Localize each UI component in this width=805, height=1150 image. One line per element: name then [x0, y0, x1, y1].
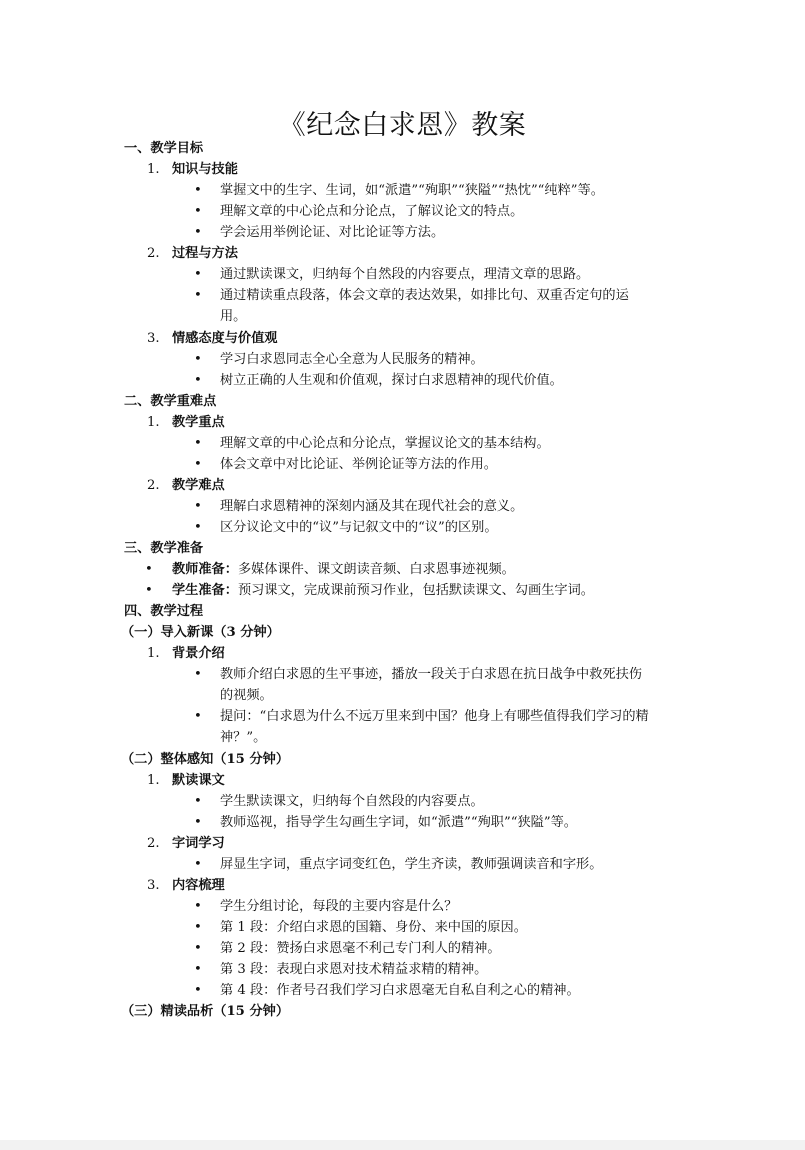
bullet-icon: •: [194, 457, 202, 472]
bullet-icon: •: [194, 204, 202, 219]
bullet-item: 学生分组讨论，每段的主要内容是什么？: [220, 899, 458, 914]
subsection-heading: （二）整体感知（15 分钟）: [121, 752, 290, 767]
bullet-item: 提问：“白求恩为什么不远万里来到中国？他身上有哪些值得我们学习的精: [220, 709, 649, 724]
bullet-icon: •: [194, 352, 202, 367]
numbered-item-heading: 默读课文: [172, 773, 225, 788]
numbered-item-heading: 过程与方法: [172, 246, 238, 261]
bullet-item-continuation: 的视频。: [220, 688, 273, 703]
bullet-icon: •: [194, 794, 202, 809]
numbered-item-heading: 教学重点: [172, 415, 225, 430]
bullet-item: 学生默读课文，归纳每个自然段的内容要点。: [220, 794, 484, 809]
bullet-item: 学会运用举例论证、对比论证等方法。: [220, 225, 445, 240]
bullet-item-text: 多媒体课件、课文朗读音频、白求恩事迹视频。: [237, 562, 515, 577]
numbered-item-heading: 内容梳理: [172, 878, 225, 893]
list-number: 3.: [147, 331, 160, 346]
bullet-item: 掌握文中的生字、生词，如“派遣”“殉职”“狭隘”“热忱”“纯粹”等。: [220, 183, 604, 198]
bullet-icon: •: [194, 225, 202, 240]
bullet-item: 通过默读课文，归纳每个自然段的内容要点，理清文章的思路。: [220, 267, 590, 282]
page-title: 《纪念白求恩》教案: [278, 110, 527, 141]
list-number: 1.: [147, 162, 160, 177]
section-heading: 四、教学过程: [124, 604, 204, 619]
bullet-item: 理解文章的中心论点和分论点，掌握议论文的基本结构。: [220, 436, 550, 451]
subsection-heading: （一）导入新课（3 分钟）: [121, 625, 280, 640]
bullet-icon: •: [194, 983, 202, 998]
list-number: 1.: [147, 646, 160, 661]
list-number: 2.: [147, 478, 160, 493]
bullet-item-text: 预习课文，完成课前预习作业，包括默读课文、勾画生字词。: [237, 583, 594, 598]
bullet-item: [172, 559, 515, 580]
bullet-item: 教师介绍白求恩的生平事迹，播放一段关于白求恩在抗日战争中救死扶伤: [220, 667, 642, 682]
bullet-icon: •: [145, 562, 153, 577]
bullet-icon: •: [194, 941, 202, 956]
bullet-item: 树立正确的人生观和价值观，探讨白求恩精神的现代价值。: [220, 373, 563, 388]
bullet-item: 理解白求恩精神的深刻内涵及其在现代社会的意义。: [220, 499, 524, 514]
numbered-item-heading: 知识与技能: [172, 162, 238, 177]
bullet-item: 第 3 段：表现白求恩对技术精益求精的精神。: [220, 962, 488, 977]
section-heading: 一、教学目标: [124, 141, 204, 156]
bullet-item: [172, 580, 594, 601]
list-number: 3.: [147, 878, 160, 893]
bullet-item: 体会文章中对比论证、举例论证等方法的作用。: [220, 457, 497, 472]
bullet-icon: •: [194, 709, 202, 724]
bullet-item: 第 2 段：赞扬白求恩毫不利己专门利人的精神。: [220, 941, 501, 956]
bullet-icon: •: [194, 899, 202, 914]
numbered-item-heading: 教学难点: [172, 478, 225, 493]
bullet-item-label: 教师准备：: [172, 562, 238, 577]
bullet-icon: •: [194, 920, 202, 935]
bullet-icon: •: [194, 962, 202, 977]
numbered-item-heading: 背景介绍: [172, 646, 225, 661]
bullet-item: 学习白求恩同志全心全意为人民服务的精神。: [220, 352, 484, 367]
bullet-item: 屏显生字词，重点字词变红色，学生齐读，教师强调读音和字形。: [220, 857, 603, 872]
bullet-icon: •: [194, 499, 202, 514]
bullet-item-continuation: 用。: [220, 309, 247, 324]
bullet-item: 通过精读重点段落，体会文章的表达效果，如排比句、双重否定句的运: [220, 288, 629, 303]
bullet-icon: •: [194, 667, 202, 682]
bullet-item: 第 1 段：介绍白求恩的国籍、身份、来中国的原因。: [220, 920, 527, 935]
list-number: 1.: [147, 773, 160, 788]
bullet-icon: •: [194, 815, 202, 830]
bullet-icon: •: [194, 436, 202, 451]
bullet-icon: •: [194, 857, 202, 872]
section-heading: 三、教学准备: [124, 541, 204, 556]
list-number: 2.: [147, 836, 160, 851]
bullet-item: 教师巡视，指导学生勾画生字词，如“派遣”“殉职”“狭隘”等。: [220, 815, 577, 830]
list-number: 2.: [147, 246, 160, 261]
bullet-icon: •: [194, 373, 202, 388]
bullet-icon: •: [194, 288, 202, 303]
bullet-item-label: 学生准备：: [172, 583, 238, 598]
bullet-icon: •: [194, 183, 202, 198]
subsection-heading: （三）精读品析（15 分钟）: [121, 1004, 290, 1019]
numbered-item-heading: 字词学习: [172, 836, 225, 851]
section-heading: 二、教学重难点: [124, 394, 217, 409]
bullet-item-continuation: 神？”。: [220, 730, 267, 745]
numbered-item-heading: 情感态度与价值观: [172, 331, 278, 346]
list-number: 1.: [147, 415, 160, 430]
bullet-icon: •: [194, 267, 202, 282]
bullet-item: 区分议论文中的“议”与记叙文中的“议”的区别。: [220, 520, 498, 535]
bullet-icon: •: [145, 583, 153, 598]
bullet-item: 第 4 段：作者号召我们学习白求恩毫无自私自利之心的精神。: [220, 983, 580, 998]
bullet-item: 理解文章的中心论点和分论点，了解议论文的特点。: [220, 204, 524, 219]
bullet-icon: •: [194, 520, 202, 535]
